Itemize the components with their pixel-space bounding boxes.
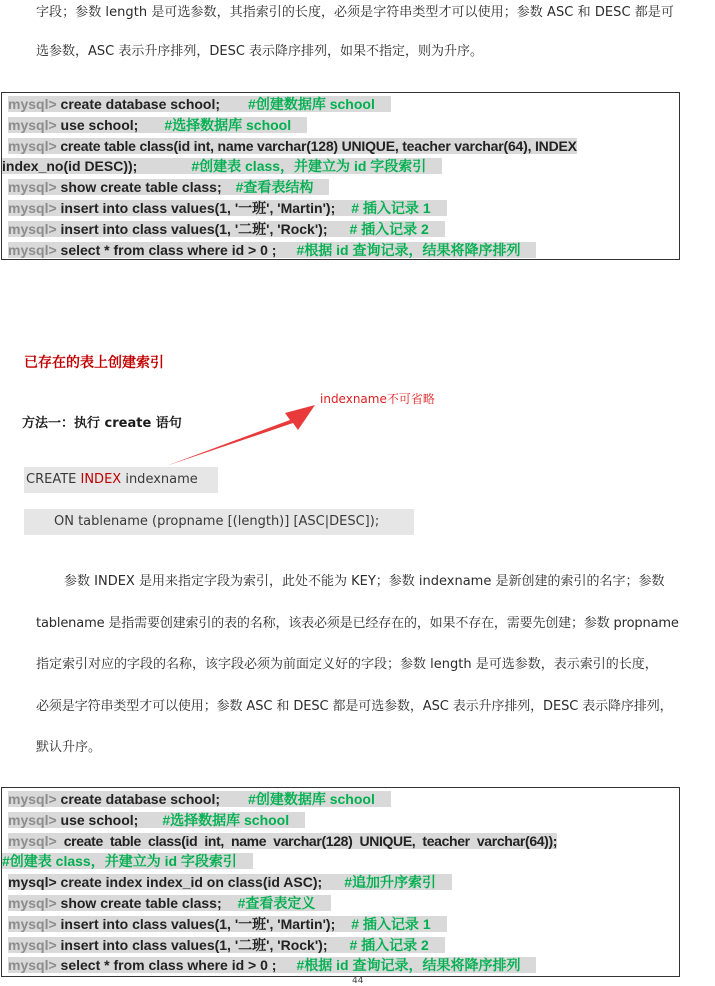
- section-title: 已存在的表上创建索引: [24, 355, 164, 371]
- code-line: mysql> create database school; #创建数据库 school: [8, 789, 679, 810]
- body-paragraph-line-3: 指定索引对应的字段的名称，该字段必须为前面定义好的字段；参数 length 是可选参数，表示索引的长度，: [36, 657, 658, 672]
- code-line: mysql> use school; #选择数据库 school: [8, 810, 679, 831]
- syntax-line-2: ON tablename (propname [(length)] [ASC|DESC]);: [24, 509, 414, 535]
- code-line: mysql> create database school; #创建数据库 school: [8, 94, 679, 115]
- code-line: mysql> create table class(id int, name varchar(128) UNIQUE, teacher varchar(64));: [8, 832, 558, 849]
- code-line: mysql> show create table class; #查看表定义: [8, 893, 679, 914]
- body-paragraph-line-5: 默认升序。: [36, 740, 102, 755]
- code-line: mysql> show create table class; #查看表结构: [8, 177, 679, 198]
- code-line: mysql> select * from class where id > 0 ; #根据 id 查询记录，结果将降序排列: [8, 955, 679, 976]
- body-paragraph-line-2: tablename 是指需要创建索引的表的名称，该表必须是已经存在的，如果不存在，需要先创建；参数 propname: [36, 616, 679, 631]
- code-line: mysql> create table class(id int, name varchar(128) UNIQUE, teacher varchar(64), INDEX: [8, 137, 577, 154]
- code-line: #创建表 class，并建立为 id 字段索引: [2, 851, 679, 872]
- code-block-2: [1, 787, 680, 977]
- index-keyword: INDEX: [80, 472, 122, 487]
- code-line: mysql> use school; #选择数据库 school: [8, 115, 679, 136]
- code-line: mysql> select * from class where id > 0 ; #根据 id 查询记录，结果将降序排列: [8, 240, 679, 261]
- code-line: mysql> insert into class values(1, '一班', 'Martin'); # 插入记录 1: [8, 198, 679, 219]
- method-title: 方法一：执行 create 语句: [22, 416, 182, 431]
- top-paragraph-line-2: 选参数，ASC 表示升序排列，DESC 表示降序排列，如果不指定，则为升序。: [36, 44, 484, 59]
- code-line: mysql> insert into class values(1, '二班', 'Rock'); # 插入记录 2: [8, 935, 679, 956]
- code-line: index_no(id DESC)); #创建表 class，并建立为 id 字段索引: [2, 156, 679, 177]
- annotation-note: indexname不可省略: [320, 392, 435, 406]
- body-paragraph-line-1: 参数 INDEX 是用来指定字段为索引，此处不能为 KEY；参数 indexname 是新创建的索引的名字；参数: [64, 574, 665, 589]
- syntax-line-1: CREATE INDEX indexname: [24, 467, 218, 493]
- top-paragraph-line-1: 字段；参数 length 是可选参数，其指索引的长度，必须是字符串类型才可以使用；参数 ASC 和 DESC 都是可: [36, 5, 674, 20]
- page-number: 44: [352, 976, 364, 986]
- code-line: mysql> insert into class values(1, '二班', 'Rock'); # 插入记录 2: [8, 219, 679, 240]
- body-paragraph-line-4: 必须是字符串类型才可以使用；参数 ASC 和 DESC 都是可选参数，ASC 表示升序排列，DESC 表示降序排列，: [36, 699, 673, 714]
- code-line: mysql> create index index_id on class(id ASC); #追加升序索引: [8, 872, 679, 893]
- code-line: mysql> insert into class values(1, '一班', 'Martin'); # 插入记录 1: [8, 914, 679, 935]
